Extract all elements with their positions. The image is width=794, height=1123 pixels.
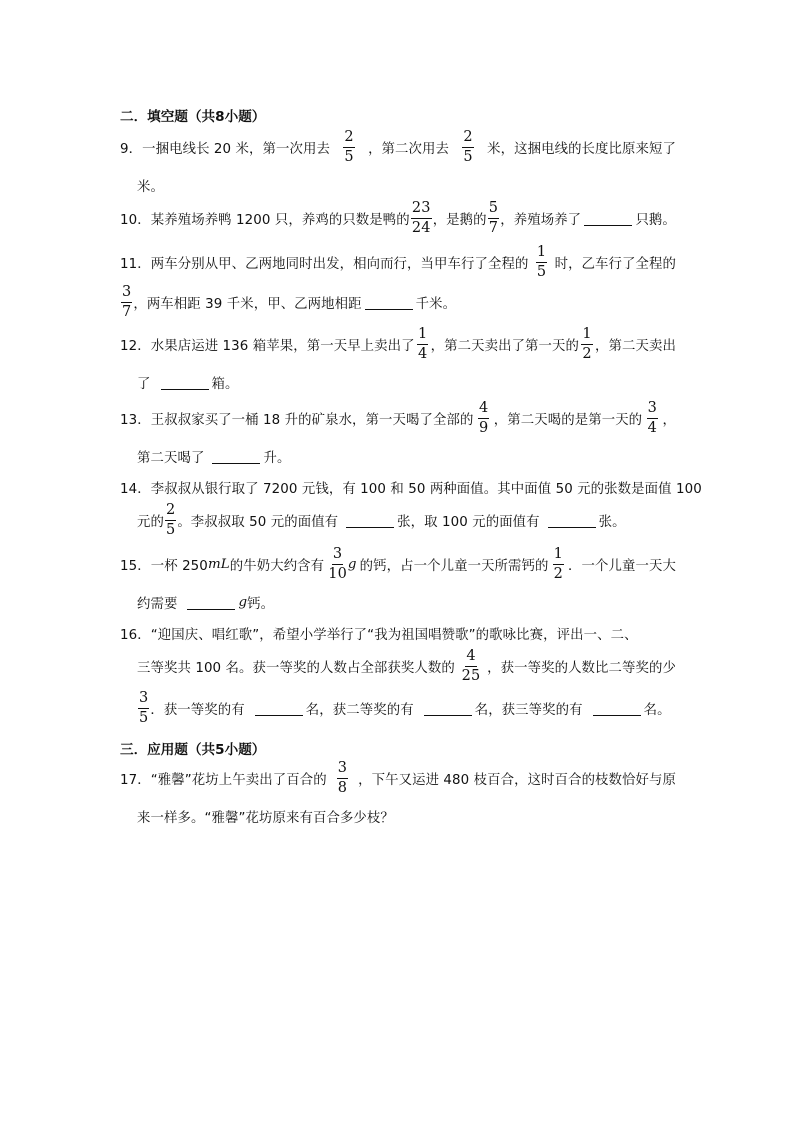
answer-blank[interactable]	[187, 595, 235, 610]
fraction: $\frac{2}{5}$	[165, 502, 176, 538]
question-13-line-2: 第二天喝了 升。	[137, 450, 291, 466]
fraction: $\frac{1}{2}$	[553, 546, 563, 582]
fraction: $\frac{5}{7}$	[488, 200, 499, 236]
fraction: $\frac{3}{7}$	[122, 284, 132, 320]
answer-blank[interactable]	[161, 375, 209, 390]
question-16-line-2: 三等奖共 100 名。获一等奖的人数占全部获奖人数的 $\frac{4}{25}$ ，获一等奖的人数比二等奖的少	[137, 648, 676, 684]
answer-blank[interactable]	[255, 701, 303, 716]
fraction: $\frac{1}{4}$	[417, 326, 428, 362]
answer-blank[interactable]	[424, 701, 472, 716]
answer-blank[interactable]	[584, 211, 632, 226]
fraction: $\frac{3}{4}$	[647, 400, 657, 436]
fraction: $\frac{23}{24}$	[411, 200, 431, 236]
section-heading-fill-in: 二．填空题（共8小题）	[120, 109, 266, 125]
fraction: $\frac{4}{25}$	[461, 648, 481, 684]
section-heading-application: 三．应用题（共5小题）	[120, 742, 266, 758]
answer-blank[interactable]	[346, 513, 394, 528]
answer-blank[interactable]	[365, 295, 413, 310]
fraction: $\frac{1}{5}$	[536, 244, 547, 280]
question-15-line-1: 15．一杯 250 mL 的牛奶大约含有 $\frac{3}{10}$ g 的钙，占一个儿童一天所需钙的 $\frac{1}{2}$ ．一个儿童一天大	[120, 546, 676, 582]
question-9-line-2: 米。	[137, 179, 164, 195]
question-16-line-3: $\frac{3}{5}$ ．获一等奖的有 名，获二等奖的有 名，获三等奖的有 名。	[139, 690, 671, 726]
question-17-line-2: 来一样多。“雅馨”花坊原来有百合多少枝？	[137, 810, 394, 826]
question-9-line-1: 9．一捆电线长 20 米，第一次用去 $\frac{2}{5}$ ，第二次用去 $\frac{2}{5}$ 米，这捆电线的长度比原来短了	[120, 129, 676, 165]
question-17-line-1: 17．“雅馨”花坊上午卖出了百合的 $\frac{3}{8}$ ，下午又运进 480 枝百合，这时百合的枝数恰好与原	[120, 760, 676, 796]
question-12-line-1: 12．水果店运进 136 箱苹果，第一天早上卖出了 $\frac{1}{4}$ ，第二天卖出了第一天的 $\frac{1}{2}$ ，第二天卖出	[120, 326, 676, 362]
question-14-line-2: 元的 $\frac{2}{5}$ 。李叔叔取 50 元的面值有 张，取 100 元的面值有 张。	[137, 502, 626, 538]
question-11-line-1: 11．两车分别从甲、乙两地同时出发，相向而行，当甲车行了全程的 $\frac{1}{5}$ 时，乙车行了全程的	[120, 244, 676, 280]
question-15-line-2: 约需要 g 钙。	[137, 594, 275, 612]
question-16-line-1: 16．“迎国庆、唱红歌”，希望小学举行了“我为祖国唱赞歌”的歌咏比赛，评出一、二、	[120, 627, 638, 643]
question-14-line-1: 14．李叔叔从银行取了 7200 元钱，有 100 和 50 两种面值。其中面值 50 元的张数是面值 100	[120, 481, 702, 497]
fraction: $\frac{1}{2}$	[582, 326, 592, 362]
question-11-line-2: $\frac{3}{7}$ ，两车相距 39 千米，甲、乙两地相距 千米。	[122, 284, 457, 320]
question-13-line-1: 13．王叔叔家买了一桶 18 升的矿泉水，第一天喝了全部的 $\frac{4}{9}$ ，第二天喝的是第一天的 $\frac{3}{4}$ ，	[120, 400, 676, 436]
fraction: $\frac{3}{5}$	[139, 690, 149, 726]
question-12-line-2: 了 箱。	[137, 376, 239, 392]
answer-blank[interactable]	[548, 513, 596, 528]
fraction: $\frac{3}{10}$	[328, 546, 347, 582]
fraction: $\frac{3}{8}$	[337, 760, 348, 796]
question-10: 10．某养殖场养鸭 1200 只，养鸡的只数是鸭的 $\frac{23}{24}$ ，是鹅的 $\frac{5}{7}$ ，养殖场养了 只鹅。	[120, 200, 676, 236]
fraction: $\frac{4}{9}$	[478, 400, 489, 436]
fraction: $\frac{2}{5}$	[463, 129, 473, 165]
answer-blank[interactable]	[593, 701, 641, 716]
answer-blank[interactable]	[212, 449, 260, 464]
fraction: $\frac{2}{5}$	[344, 129, 354, 165]
